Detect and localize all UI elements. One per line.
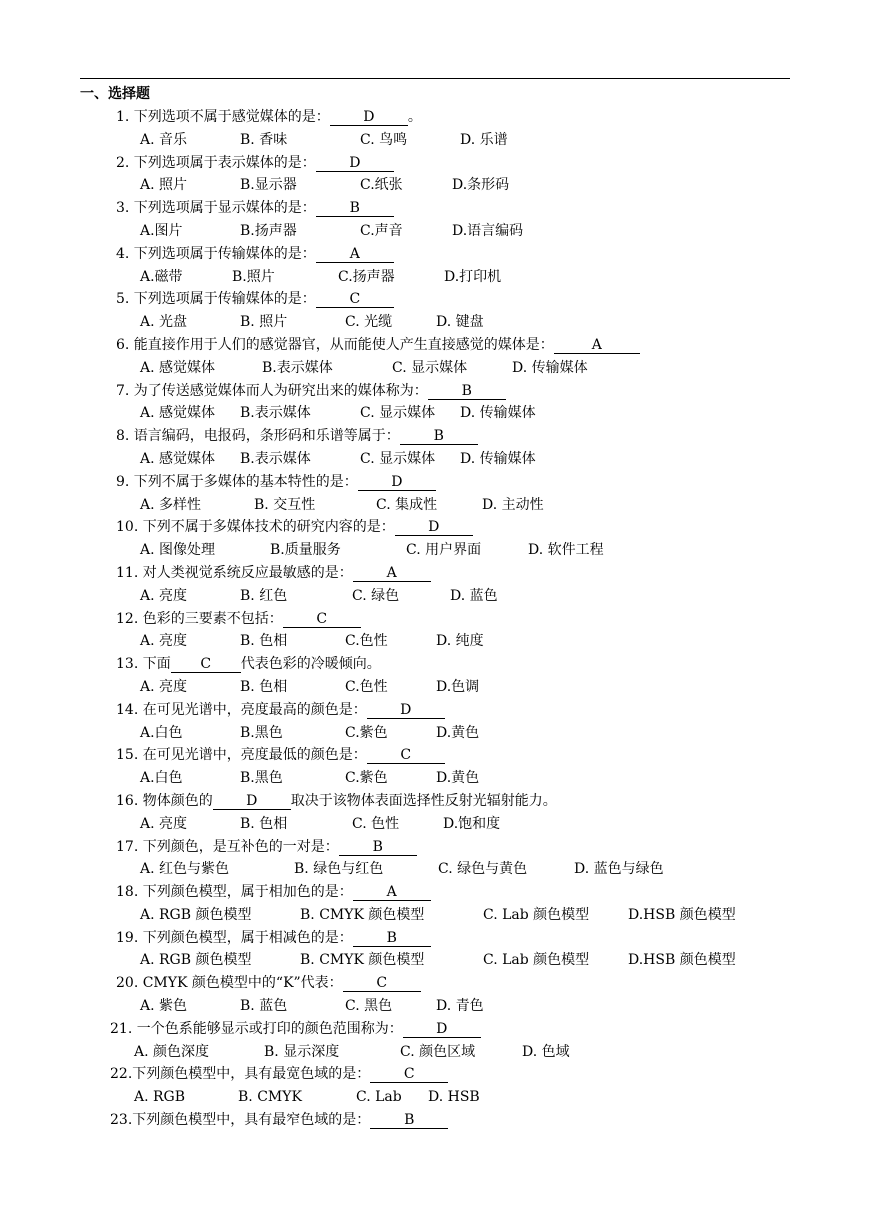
question-number: 4.	[116, 245, 130, 262]
option-d: D.打印机	[444, 268, 502, 285]
option-a: A. 颜色深度	[134, 1043, 210, 1060]
question-text-suffix: 代表色彩的冷暖倾向。	[240, 656, 381, 673]
question-text: 为了传送感觉媒体而人为研究出来的媒体称为：	[129, 382, 428, 399]
option-c: C.色性	[345, 633, 388, 650]
option-b: B. 显示深度	[264, 1043, 340, 1060]
question-text: 下列不属于多媒体的基本特性的是：	[129, 473, 358, 490]
question-number: 5.	[116, 291, 130, 308]
answer-blank: D	[395, 519, 473, 536]
question-text: 能直接作用于人们的感觉器官，从而能使人产生直接感觉的媒体是：	[129, 336, 554, 353]
option-d: D.HSB 颜色模型	[628, 906, 736, 923]
question-item	[80, 473, 780, 519]
option-d: D.HSB 颜色模型	[628, 952, 736, 969]
question-item	[80, 154, 780, 200]
option-b: B. 照片	[240, 314, 288, 331]
question-stem	[116, 245, 394, 263]
answer-blank: D	[316, 155, 394, 172]
question-stem	[116, 564, 431, 582]
question-text: 下列选项属于传输媒体的是：	[129, 291, 316, 308]
option-a: A. 感觉媒体	[140, 359, 216, 376]
answer-blank: B	[428, 383, 506, 400]
option-b: B. 绿色与红色	[294, 861, 384, 878]
question-stem	[110, 1065, 448, 1083]
question-text: 色彩的三要素不包括：	[138, 610, 283, 627]
question-item	[80, 610, 780, 656]
question-number: 15.	[116, 747, 139, 764]
option-a: A. RGB 颜色模型	[140, 906, 252, 923]
option-c: C. 黑色	[345, 998, 393, 1015]
question-stem	[116, 792, 557, 810]
question-text-suffix: 。	[407, 109, 422, 125]
option-b: B.表示媒体	[240, 450, 311, 467]
question-stem	[116, 746, 445, 764]
question-text: 下面	[138, 656, 171, 673]
option-a: A. 亮度	[140, 815, 188, 832]
option-c: C. Lab 颜色模型	[483, 906, 590, 923]
question-stem	[116, 610, 361, 628]
question-text: 下列颜色，是互补色的一对是：	[138, 838, 339, 855]
option-c: C. Lab 颜色模型	[483, 952, 590, 969]
question-text: 语言编码，电报码，条形码和乐谱等属于：	[129, 428, 400, 445]
question-item	[80, 792, 780, 838]
question-stem	[116, 701, 445, 719]
question-stem	[116, 518, 473, 536]
option-b: B. 色相	[240, 815, 288, 832]
question-number: 2.	[116, 154, 130, 171]
question-stem	[116, 427, 478, 445]
question-number: 18.	[116, 884, 139, 901]
option-a: A.图片	[140, 222, 183, 239]
answer-blank: C	[283, 611, 361, 628]
question-stem	[110, 1111, 448, 1129]
answer-blank: C	[171, 656, 241, 673]
question-item	[80, 838, 780, 884]
option-d: D. HSB	[428, 1089, 480, 1106]
option-d: D.黄色	[436, 770, 480, 787]
option-c: C.色性	[345, 678, 388, 695]
question-number: 17.	[116, 838, 139, 855]
question-text: 下列选项属于表示媒体的是：	[129, 154, 316, 171]
option-c: C. 色性	[352, 815, 400, 832]
question-number: 16.	[116, 792, 139, 809]
option-a: A.磁带	[140, 268, 183, 285]
question-text: 下列选项属于传输媒体的是：	[129, 245, 316, 262]
option-b: B. 色相	[240, 633, 288, 650]
question-number: 1.	[116, 109, 130, 125]
question-item	[80, 1111, 780, 1157]
option-d: D. 色域	[522, 1043, 570, 1060]
option-d: D. 蓝色与绿色	[574, 861, 664, 878]
option-d: D. 青色	[436, 998, 484, 1015]
question-stem	[116, 290, 394, 308]
section-title: 一、选择题	[80, 86, 150, 102]
question-number: 7.	[116, 382, 130, 399]
option-d: D. 纯度	[436, 633, 484, 650]
question-item	[80, 108, 780, 154]
option-c: C. 集成性	[376, 496, 438, 513]
option-c: C. Lab	[356, 1089, 402, 1106]
option-d: D.饱和度	[443, 815, 501, 832]
answer-blank: C	[367, 747, 445, 764]
option-c: C. 光缆	[345, 314, 393, 331]
question-number: 13.	[116, 656, 139, 673]
question-stem	[110, 1020, 481, 1038]
option-a: A. 亮度	[140, 587, 188, 604]
answer-blank: B	[400, 428, 478, 445]
question-stem	[116, 199, 394, 217]
question-number: 9.	[116, 473, 130, 490]
answer-blank: D	[358, 474, 436, 491]
question-stem	[116, 336, 640, 354]
answer-blank: B	[370, 1112, 448, 1129]
option-c: C. 绿色与黄色	[438, 861, 528, 878]
option-a: A. RGB	[134, 1089, 186, 1106]
question-stem	[116, 473, 436, 491]
question-text: 下列颜色模型中，具有最宽色域的是：	[132, 1066, 371, 1083]
answer-blank: A	[554, 337, 640, 354]
question-stem	[116, 154, 394, 172]
option-d: D. 蓝色	[450, 587, 498, 604]
option-a: A.白色	[140, 770, 183, 787]
answer-blank: D	[403, 1021, 481, 1038]
question-item	[80, 245, 780, 291]
question-number: 14.	[116, 701, 139, 718]
option-a: A. 紫色	[140, 998, 188, 1015]
question-text: 下列颜色模型中，具有最窄色域的是：	[132, 1112, 371, 1129]
question-item	[80, 336, 780, 382]
option-c: C. 鸟鸣	[360, 131, 408, 148]
question-item	[80, 929, 780, 975]
option-b: B. 交互性	[254, 496, 316, 513]
option-a: A. 音乐	[140, 131, 188, 148]
question-text: 下列选项属于显示媒体的是：	[129, 200, 316, 217]
question-number: 22.	[110, 1066, 133, 1083]
option-d: D.黄色	[436, 724, 480, 741]
option-a: A. 亮度	[140, 633, 188, 650]
question-list	[80, 108, 780, 1157]
option-d: D.语言编码	[452, 222, 524, 239]
option-a: A. 亮度	[140, 678, 188, 695]
question-item	[80, 382, 780, 428]
option-b: B.显示器	[240, 177, 297, 194]
option-a: A. 感觉媒体	[140, 405, 216, 422]
option-b: B.质量服务	[270, 542, 341, 559]
question-stem	[116, 929, 431, 947]
option-c: C.扬声器	[338, 268, 395, 285]
question-number: 8.	[116, 428, 130, 445]
question-item	[80, 427, 780, 473]
question-stem	[116, 883, 431, 901]
option-d: D.条形码	[452, 177, 510, 194]
option-b: B.表示媒体	[240, 405, 311, 422]
question-number: 11.	[116, 564, 139, 581]
option-c: C. 显示媒体	[360, 405, 436, 422]
question-text: 下列选项不属于感觉媒体的是：	[129, 109, 330, 125]
question-stem	[116, 838, 417, 856]
question-number: 12.	[116, 610, 139, 627]
option-b: B.扬声器	[240, 222, 297, 239]
option-a: A. 红色与紫色	[140, 861, 230, 878]
option-c: C. 显示媒体	[392, 359, 468, 376]
answer-blank: B	[353, 930, 431, 947]
option-b: B.黑色	[240, 724, 283, 741]
option-b: B.黑色	[240, 770, 283, 787]
question-item	[80, 974, 780, 1020]
question-number: 10.	[116, 519, 139, 536]
question-stem	[116, 108, 422, 126]
answer-blank: D	[367, 702, 445, 719]
option-a: A. 光盘	[140, 314, 188, 331]
question-stem	[116, 655, 381, 673]
option-c: C.紫色	[345, 724, 388, 741]
question-text: 在可见光谱中，亮度最低的颜色是：	[138, 747, 367, 764]
option-c: C.声音	[360, 222, 403, 239]
question-text-suffix: 取决于该物体表面选择性反射光辐射能力。	[290, 792, 557, 809]
option-b: B. CMYK 颜色模型	[300, 952, 425, 969]
option-d: D.色调	[436, 678, 480, 695]
option-b: B. 色相	[240, 678, 288, 695]
option-c: C. 颜色区域	[400, 1043, 476, 1060]
question-item	[80, 518, 780, 564]
question-stem	[116, 382, 506, 400]
option-d: D. 传输媒体	[460, 405, 536, 422]
header-rule	[80, 78, 790, 79]
option-d: D. 传输媒体	[460, 450, 536, 467]
option-a: A. 多样性	[140, 496, 202, 513]
option-b: B. 红色	[240, 587, 288, 604]
question-item	[80, 199, 780, 245]
question-item	[80, 883, 780, 929]
option-b: B. 香味	[240, 131, 288, 148]
question-text: 一个色系能够显示或打印的颜色范围称为：	[132, 1020, 403, 1037]
option-a: A. 图像处理	[140, 542, 216, 559]
question-item	[80, 1065, 780, 1111]
answer-blank: B	[339, 839, 417, 856]
option-b: B. CMYK	[238, 1089, 302, 1106]
option-c: C. 绿色	[352, 587, 400, 604]
question-text: 物体颜色的	[138, 792, 213, 809]
question-item	[80, 564, 780, 610]
option-d: D. 软件工程	[528, 542, 604, 559]
option-c: C.纸张	[360, 177, 403, 194]
answer-blank: C	[370, 1066, 448, 1083]
option-d: D. 键盘	[436, 314, 484, 331]
option-a: A. 感觉媒体	[140, 450, 216, 467]
answer-blank: D	[330, 109, 408, 126]
option-b: B. 蓝色	[240, 998, 288, 1015]
option-c: C. 显示媒体	[360, 450, 436, 467]
question-number: 3.	[116, 200, 130, 217]
option-c: C. 用户界面	[406, 542, 482, 559]
option-a: A.白色	[140, 724, 183, 741]
question-stem	[116, 974, 421, 992]
answer-blank: B	[316, 200, 394, 217]
option-d: D. 传输媒体	[512, 359, 588, 376]
question-text: 在可见光谱中，亮度最高的颜色是：	[138, 701, 367, 718]
question-item	[80, 701, 780, 747]
question-text: 下列颜色模型，属于相加色的是：	[138, 884, 353, 901]
question-number: 21.	[110, 1020, 133, 1037]
question-text: 下列颜色模型，属于相减色的是：	[138, 929, 353, 946]
option-d: D. 乐谱	[460, 131, 508, 148]
answer-blank: A	[353, 884, 431, 901]
answer-blank: C	[343, 975, 421, 992]
question-number: 23.	[110, 1112, 133, 1129]
question-text: 对人类视觉系统反应最敏感的是：	[138, 564, 353, 581]
question-text: CMYK 颜色模型中的“K”代表：	[138, 975, 343, 992]
question-item	[80, 655, 780, 701]
question-item	[80, 290, 780, 336]
question-item	[80, 746, 780, 792]
question-item	[80, 1020, 780, 1066]
option-c: C.紫色	[345, 770, 388, 787]
question-number: 19.	[116, 929, 139, 946]
answer-blank: A	[353, 565, 431, 582]
option-d: D. 主动性	[482, 496, 544, 513]
option-b: B.表示媒体	[262, 359, 333, 376]
option-b: B.照片	[232, 268, 275, 285]
question-number: 20.	[116, 975, 139, 992]
answer-blank: D	[213, 793, 291, 810]
answer-blank: A	[316, 246, 394, 263]
question-text: 下列不属于多媒体技术的研究内容的是：	[138, 519, 395, 536]
option-b: B. CMYK 颜色模型	[300, 906, 425, 923]
question-number: 6.	[116, 336, 130, 353]
option-a: A. RGB 颜色模型	[140, 952, 252, 969]
answer-blank: C	[316, 291, 394, 308]
option-a: A. 照片	[140, 177, 188, 194]
